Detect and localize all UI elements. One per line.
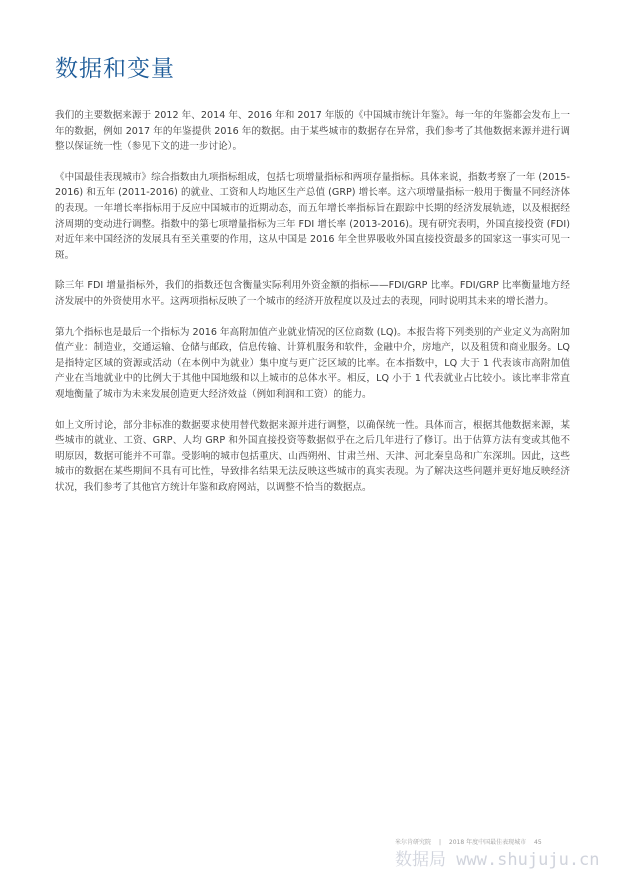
paragraph-data-sources: 我们的主要数据来源于 2012 年、2014 年、2016 年和 2017 年版的《中国城市统计年鉴》。每一年的年鉴都会发布上一年的数据，例如 2017 年的年鉴提供 2016 年的数据。由于某些城市的数据存在异常，我们参考了其他数据来源并进行调整以保证统一性（参见下文的进一步讨论）。 <box>55 110 570 153</box>
paragraph-location-quotient: 第九个指标也是最后一个指标为 2016 年高附加值产业就业情况的区位商数 (LQ)。本报告将下列类别的产业定义为高附加值产业：制造业，交通运输、仓储与邮政，信息传输、计算机服务和软件，金融中介，房地产，以及租赁和商业服务。LQ 是指特定区域的资源或活动（在本例中为就业）集中度与更广泛区域的比率。在本指数中，LQ 大于 1 代表该市高附加值产业在当地就业中的比例大于其他中国地级和以上城市的总体水平。相反，LQ 小于 1 代表就业占比较小。该比率非常直观地衡量了城市为未来发展创造更大经济效益（例如利润和工资）的能力。 <box>55 326 570 400</box>
footer-brand: 米尔肯研究院 <box>395 839 432 846</box>
paragraph-index-indicators: 《中国最佳表现城市》综合指数由九项指标组成，包括七项增量指标和两项存量指标。具体来说，指数考察了一年 (2015-2016) 和五年 (2011-2016) 的就业、工资和人均地区生产总值 (GRP) 增长率。这六项增量指标一般用于衡量不同经济体的表现。一年增长率指标用于反应中国城市的近期动态，而五年增长率指标旨在跟踪中长期的经济发展轨迹，以及根据经济周期的变动进行调整。指数中的第七项增量指标为三年 FDI 增长率 (2013-2016)。现有研究表明，外国直接投资 (FDI) 对近年来中国经济的发展具有至关重要的作用，这从中国是 2016 年全世界吸收外国直接投资最多的国家这一事实可见一斑。 <box>55 171 570 261</box>
body-text <box>55 108 570 510</box>
watermark-logo: 数据局 www.shujuju.cn <box>395 850 600 870</box>
paragraph-data-adjustments: 如上文所讨论，部分非标准的数据要求使用替代数据来源并进行调整，以确保统一性。具体而言，根据其他数据来源，某些城市的就业、工资、GRP、人均 GRP 和外国直接投资等数据似乎在之后几年进行了修订。出于估算方法有变或其他不明原因，数据可能并不可靠。受影响的城市包括重庆、山西朔州、甘肃兰州、天津、河北秦皇岛和广东深圳。因此，这些城市的数据在某些期间不具有可比性，导致排名结果无法反映这些城市的真实表现。为了解决这些问题并更好地反映经济状况，我们参考了其他官方统计年鉴和政府网站，以调整不恰当的数据点。 <box>55 419 570 493</box>
page-number: 45 <box>534 839 542 846</box>
footer-report-title: 2018 年度中国最佳表现城市 <box>448 839 527 846</box>
footer-separator: | <box>438 839 441 846</box>
paragraph-fdi-ratio: 除三年 FDI 增量指标外，我们的指数还包含衡量实际利用外资金额的指标——FDI/GRP 比率。FDI/GRP 比率衡量地方经济发展中的外资使用水平。这两项指标反映了一个城市的经济开放程度以及过去的表现，同时说明其未来的增长潜力。 <box>55 280 570 307</box>
page-title: 数据和变量 <box>55 56 175 82</box>
